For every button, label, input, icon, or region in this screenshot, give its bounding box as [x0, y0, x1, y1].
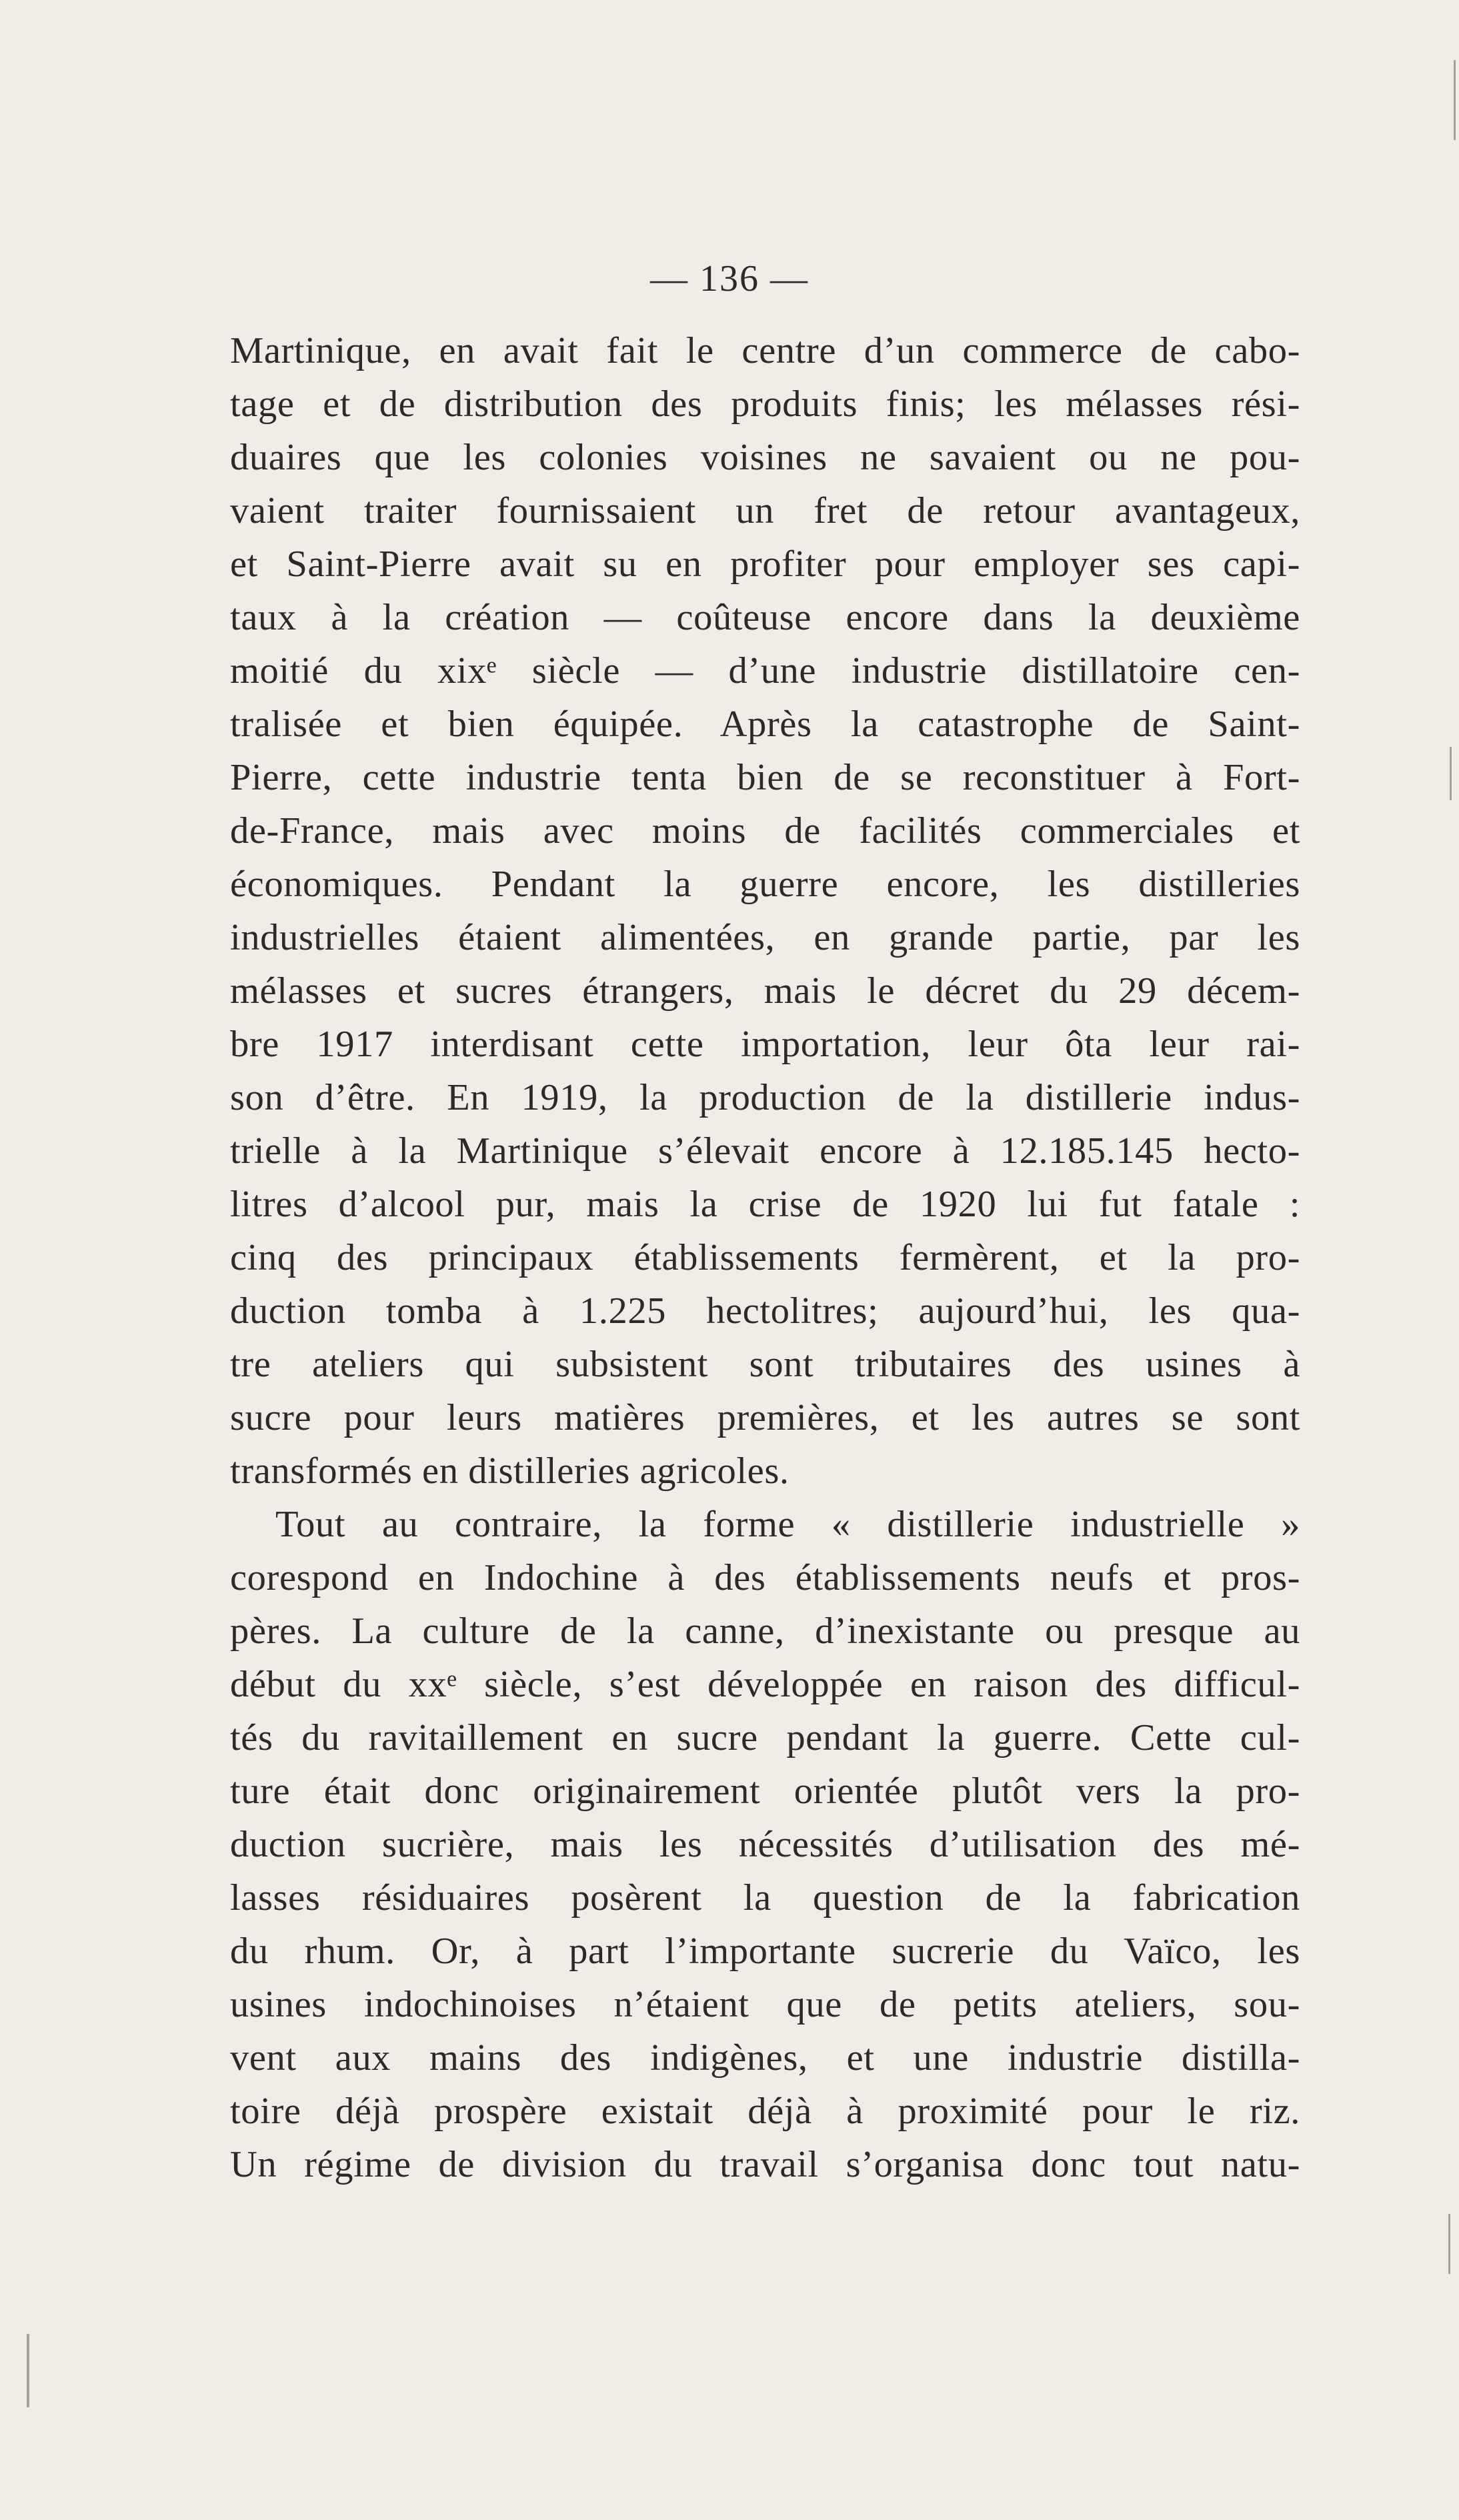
- text-line: tre ateliers qui subsistent sont tributaires des usines à: [230, 1344, 1300, 1385]
- text-line: et Saint-Pierre avait su en profiter pour employer ses capi-: [230, 543, 1300, 585]
- edge-mark: [1448, 2214, 1450, 2274]
- text-line: bre 1917 interdisant cette importation, leur ôta leur rai-: [230, 1024, 1300, 1065]
- text-line: duction sucrière, mais les nécessités d’utilisation des mé-: [230, 1824, 1300, 1865]
- text-line: taux à la création — coûteuse encore dans la deuxième: [230, 597, 1300, 638]
- text-line: Martinique, en avait fait le centre d’un commerce de cabo-: [230, 330, 1300, 371]
- text-line: son d’être. En 1919, la production de la distillerie indus-: [230, 1077, 1300, 1118]
- edge-mark: [1454, 60, 1456, 140]
- text-line: moitié du xixᵉ siècle — d’une industrie distillatoire cen-: [230, 650, 1300, 692]
- text-line: vaient traiter fournissaient un fret de retour avantageux,: [230, 490, 1300, 531]
- text-line: litres d’alcool pur, mais la crise de 1920 lui fut fatale :: [230, 1184, 1300, 1225]
- text-line: duaires que les colonies voisines ne savaient ou ne pou-: [230, 437, 1300, 478]
- text-line: usines indochinoises n’étaient que de petits ateliers, sou-: [230, 1984, 1300, 2025]
- text-line: tage et de distribution des produits finis; les mélasses rési-: [230, 383, 1300, 425]
- text-line: corespond en Indochine à des établissements neufs et pros-: [230, 1557, 1300, 1598]
- text-line: ture était donc originairement orientée plutôt vers la pro-: [230, 1770, 1300, 1812]
- text-line: sucre pour leurs matières premières, et les autres se sont: [230, 1397, 1300, 1438]
- text-line: Tout au contraire, la forme « distillerie industrielle »: [275, 1504, 1300, 1545]
- text-line: de-France, mais avec moins de facilités commerciales et: [230, 810, 1300, 852]
- paragraph-1: [230, 324, 1300, 1498]
- text-line: début du xxᵉ siècle, s’est développée en raison des difficul-: [230, 1664, 1300, 1705]
- text-line: mélasses et sucres étrangers, mais le décret du 29 décem-: [230, 970, 1300, 1012]
- text-line: duction tomba à 1.225 hectolitres; aujourd’hui, les qua-: [230, 1290, 1300, 1332]
- text-line: lasses résiduaires posèrent la question de la fabrication: [230, 1877, 1300, 1919]
- text-line: économiques. Pendant la guerre encore, les distilleries: [230, 864, 1300, 905]
- paragraph-2: [230, 1498, 1300, 2191]
- text-line: toire déjà prospère existait déjà à proximité pour le riz.: [230, 2091, 1300, 2132]
- text-line: tés du ravitaillement en sucre pendant la guerre. Cette cul-: [230, 1717, 1300, 1758]
- text-line: Pierre, cette industrie tenta bien de se reconstituer à Fort-: [230, 757, 1300, 798]
- text-line: tralisée et bien équipée. Après la catastrophe de Saint-: [230, 704, 1300, 745]
- text-line: vent aux mains des indigènes, et une industrie distilla-: [230, 2037, 1300, 2079]
- text-line: cinq des principaux établissements fermèrent, et la pro-: [230, 1237, 1300, 1278]
- text-line: trielle à la Martinique s’élevait encore à 12.185.145 hecto-: [230, 1130, 1300, 1172]
- body-text: [230, 324, 1300, 2191]
- page-number: — 136 —: [650, 258, 809, 299]
- edge-mark: [1450, 747, 1452, 800]
- text-line: Un régime de division du travail s’organisa donc tout natu-: [230, 2144, 1300, 2185]
- text-line: pères. La culture de la canne, d’inexistante ou presque au: [230, 1610, 1300, 1652]
- text-line: du rhum. Or, à part l’importante sucrerie du Vaïco, les: [230, 1931, 1300, 1972]
- edge-mark: [27, 2334, 29, 2407]
- text-line: industrielles étaient alimentées, en grande partie, par les: [230, 917, 1300, 958]
- text-line: transformés en distilleries agricoles.: [230, 1450, 790, 1492]
